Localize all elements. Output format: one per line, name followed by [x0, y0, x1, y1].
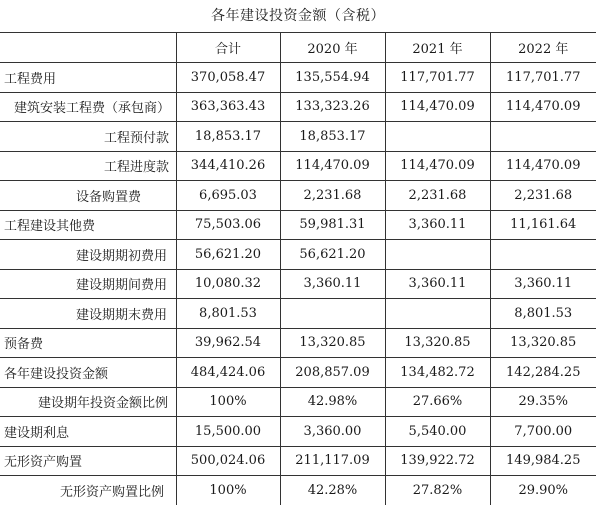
header-row: [0, 33, 596, 63]
cell-2021: 27.66%: [385, 387, 490, 417]
table-row: [0, 299, 596, 329]
cell-total: 100%: [176, 476, 280, 505]
row-label: 无形资产购置: [0, 446, 176, 476]
cell-total: 75,503.06: [176, 210, 280, 240]
table-title: 各年建设投资金额（含税）: [0, 0, 596, 33]
cell-2022: 2,231.68: [490, 181, 596, 211]
row-label: 建设期利息: [0, 417, 176, 447]
cell-2022: 114,470.09: [490, 151, 596, 181]
row-label: 设备购置费: [0, 181, 176, 211]
table-row: [0, 417, 596, 447]
cell-2021: 2,231.68: [385, 181, 490, 211]
cell-2020: 13,320.85: [280, 328, 385, 358]
cell-2022: [490, 122, 596, 152]
cell-2021: [385, 122, 490, 152]
header-total: 合计: [176, 33, 280, 63]
table-row: [0, 328, 596, 358]
cell-2021: 134,482.72: [385, 358, 490, 388]
cell-total: 100%: [176, 387, 280, 417]
table-row: [0, 358, 596, 388]
cell-2021: 27.82%: [385, 476, 490, 505]
cell-2020: 3,360.11: [280, 269, 385, 299]
cell-2022: 11,161.64: [490, 210, 596, 240]
cell-2020: 42.98%: [280, 387, 385, 417]
table-row: [0, 181, 596, 211]
header-label-cell: [0, 33, 176, 63]
cell-2020: 114,470.09: [280, 151, 385, 181]
cell-2022: 114,470.09: [490, 92, 596, 122]
row-label: 工程进度款: [0, 151, 176, 181]
cell-2022: 7,700.00: [490, 417, 596, 447]
cell-total: 344,410.26: [176, 151, 280, 181]
cell-2020: 211,117.09: [280, 446, 385, 476]
table-row: [0, 92, 596, 122]
row-label: 各年建设投资金额: [0, 358, 176, 388]
row-label: 工程预付款: [0, 122, 176, 152]
table-row: [0, 63, 596, 93]
cell-2020: 56,621.20: [280, 240, 385, 270]
cell-total: 56,621.20: [176, 240, 280, 270]
row-label: 建设期期末费用: [0, 299, 176, 329]
cell-2022: [490, 240, 596, 270]
cell-2022: 29.35%: [490, 387, 596, 417]
table-row: [0, 387, 596, 417]
cell-total: 18,853.17: [176, 122, 280, 152]
cell-2021: 5,540.00: [385, 417, 490, 447]
cell-2021: 117,701.77: [385, 63, 490, 93]
cell-2020: 208,857.09: [280, 358, 385, 388]
cell-total: 8,801.53: [176, 299, 280, 329]
cell-total: 39,962.54: [176, 328, 280, 358]
cell-2022: 29.90%: [490, 476, 596, 505]
row-label: 建筑安装工程费（承包商）: [0, 92, 176, 122]
cell-total: 484,424.06: [176, 358, 280, 388]
cell-2022: 142,284.25: [490, 358, 596, 388]
table-row: [0, 122, 596, 152]
table-row: [0, 240, 596, 270]
cell-2022: 13,320.85: [490, 328, 596, 358]
row-label: 工程费用: [0, 63, 176, 93]
table-row: [0, 269, 596, 299]
cell-2020: 133,323.26: [280, 92, 385, 122]
cell-2020: 2,231.68: [280, 181, 385, 211]
cell-2020: 18,853.17: [280, 122, 385, 152]
cell-2022: 3,360.11: [490, 269, 596, 299]
cell-total: 370,058.47: [176, 63, 280, 93]
cell-2021: [385, 240, 490, 270]
cell-2020: 42.28%: [280, 476, 385, 505]
cell-2022: 117,701.77: [490, 63, 596, 93]
header-2021: 2021 年: [385, 33, 490, 63]
cell-2021: 114,470.09: [385, 151, 490, 181]
row-label: 无形资产购置比例: [0, 476, 176, 505]
row-label: 预备费: [0, 328, 176, 358]
header-2020: 2020 年: [280, 33, 385, 63]
cell-2020: 135,554.94: [280, 63, 385, 93]
cell-total: 6,695.03: [176, 181, 280, 211]
table-row: [0, 446, 596, 476]
cell-2021: 3,360.11: [385, 269, 490, 299]
investment-table: [0, 33, 596, 505]
cell-2020: 59,981.31: [280, 210, 385, 240]
row-label: 建设期期初费用: [0, 240, 176, 270]
cell-total: 10,080.32: [176, 269, 280, 299]
table-row: [0, 476, 596, 505]
row-label: 工程建设其他费: [0, 210, 176, 240]
cell-total: 500,024.06: [176, 446, 280, 476]
cell-2021: [385, 299, 490, 329]
cell-total: 363,363.43: [176, 92, 280, 122]
cell-2020: 3,360.00: [280, 417, 385, 447]
cell-2021: 3,360.11: [385, 210, 490, 240]
cell-2021: 114,470.09: [385, 92, 490, 122]
row-label: 建设期年投资金额比例: [0, 387, 176, 417]
header-2022: 2022 年: [490, 33, 596, 63]
cell-total: 15,500.00: [176, 417, 280, 447]
table-row: [0, 151, 596, 181]
cell-2021: 139,922.72: [385, 446, 490, 476]
cell-2022: 8,801.53: [490, 299, 596, 329]
cell-2022: 149,984.25: [490, 446, 596, 476]
table-row: [0, 210, 596, 240]
cell-2021: 13,320.85: [385, 328, 490, 358]
cell-2020: [280, 299, 385, 329]
row-label: 建设期期间费用: [0, 269, 176, 299]
